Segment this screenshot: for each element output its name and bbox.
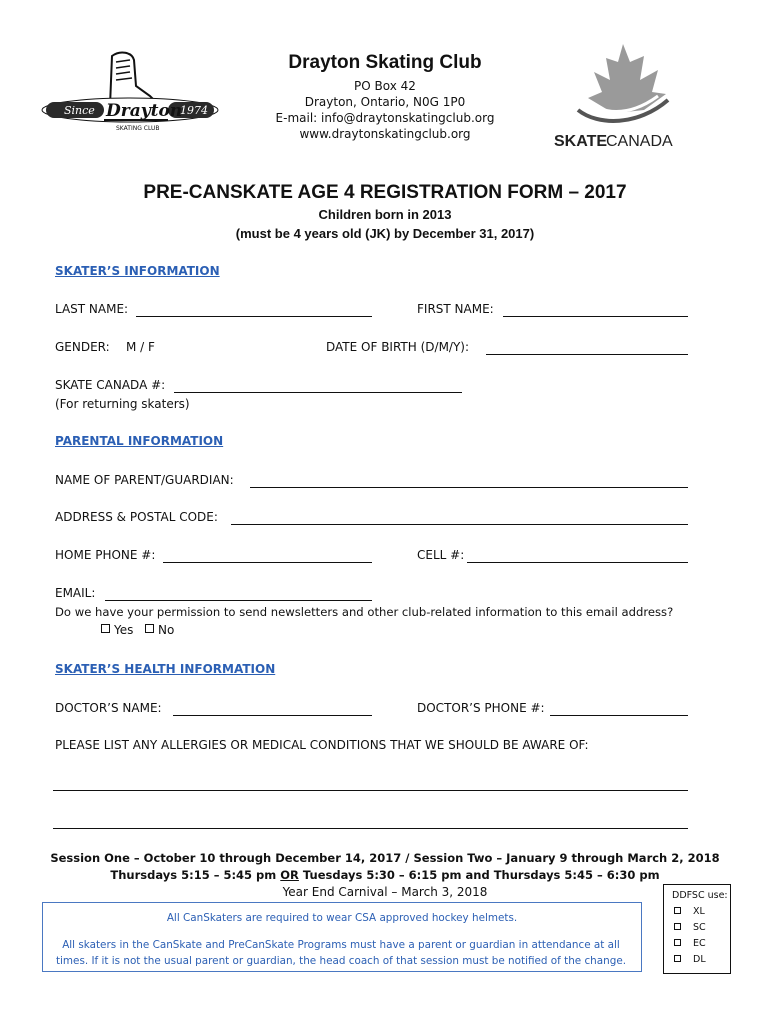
home-phone-label: HOME PHONE #: — [55, 548, 156, 562]
doctor-phone-field[interactable] — [550, 715, 688, 716]
logo-since-text: Since — [64, 104, 95, 117]
form-title: PRE-CANSKATE AGE 4 REGISTRATION FORM – 2017 — [143, 182, 627, 203]
skate-icon — [40, 46, 220, 136]
health-info-heading: SKATER’S HEALTH INFORMATION — [55, 662, 276, 676]
notice-box — [42, 902, 642, 972]
form-subtitle-2: (must be 4 years old (JK) by December 31, 2017) — [235, 226, 535, 241]
dl-checkbox[interactable] — [674, 955, 681, 962]
first-name-field[interactable] — [503, 316, 688, 317]
sc-checkbox[interactable] — [674, 923, 681, 930]
attendance-notice: All skaters in the CanSkate and PreCanSkate Programs must have a parent or guardian in attendance at all times. If it is not the usual parent or guardian, the head coach of that session must be notified of the change. — [55, 939, 627, 967]
drayton-logo — [40, 46, 220, 136]
sessions-dates: Session One – October 10 through December 14, 2017 / Session Two – January 9 through March 2, 2018 — [50, 851, 720, 865]
office-use-ec[interactable] — [674, 938, 706, 949]
sessions-times-a: Thursdays 5:15 – 5:45 pm — [110, 868, 281, 882]
address-label: ADDRESS & POSTAL CODE: — [55, 510, 218, 524]
office-use-title: DDFSC use: — [672, 890, 728, 901]
club-name: Drayton Skating Club — [288, 52, 482, 73]
address-field[interactable] — [231, 524, 688, 525]
logo-year-text: 1974 — [180, 104, 208, 117]
yes-checkbox[interactable] — [101, 624, 110, 633]
sessions-times-or: OR — [280, 868, 299, 882]
address-line1: PO Box 42 — [354, 79, 416, 93]
doctor-name-field[interactable] — [173, 715, 372, 716]
yes-label: Yes — [114, 623, 134, 637]
carnival-date: Year End Carnival – March 3, 2018 — [282, 885, 488, 899]
dob-field[interactable] — [486, 354, 688, 355]
parent-name-label: NAME OF PARENT/GUARDIAN: — [55, 473, 234, 487]
office-use-box — [663, 884, 731, 974]
last-name-label: LAST NAME: — [55, 302, 129, 316]
skater-info-heading: SKATER’S INFORMATION — [55, 264, 220, 278]
sc-label: SC — [693, 922, 706, 933]
skate-canada-logo — [548, 40, 698, 152]
cell-field[interactable] — [467, 562, 688, 563]
form-subtitle-1: Children born in 2013 — [318, 207, 452, 222]
permission-yes[interactable] — [101, 623, 133, 637]
returning-note: (For returning skaters) — [55, 397, 190, 411]
first-name-label: FIRST NAME: — [417, 302, 494, 316]
skate-canada-label: SKATE CANADA #: — [55, 378, 166, 392]
doctor-phone-label: DOCTOR’S PHONE #: — [417, 701, 545, 715]
gender-options[interactable]: M / F — [126, 340, 155, 354]
website-line: www.draytonskatingclub.org — [299, 127, 471, 141]
allergies-label: PLEASE LIST ANY ALLERGIES OR MEDICAL CONDITIONS THAT WE SHOULD BE AWARE OF: — [55, 738, 589, 752]
no-label: No — [158, 623, 175, 637]
email-field[interactable] — [105, 600, 372, 601]
logo-brand-text: Drayton — [106, 101, 183, 121]
email-permission-question: Do we have your permission to send newsletters and other club-related information to this email address? — [55, 605, 674, 619]
sessions-times — [40, 868, 730, 882]
address-line2: Drayton, Ontario, N0G 1P0 — [304, 95, 466, 109]
logo-sub-text: SKATING CLUB — [116, 125, 160, 132]
office-use-dl[interactable] — [674, 954, 706, 965]
last-name-field[interactable] — [136, 316, 372, 317]
xl-label: XL — [693, 906, 705, 917]
maple-leaf-icon — [548, 40, 698, 152]
skate-canada-field[interactable] — [174, 392, 462, 393]
allergies-field-line-2[interactable] — [53, 828, 688, 829]
dob-label: DATE OF BIRTH (D/M/Y): — [326, 340, 470, 354]
doctor-name-label: DOCTOR’S NAME: — [55, 701, 162, 715]
office-use-sc[interactable] — [674, 922, 706, 933]
allergies-field-line-1[interactable] — [53, 790, 688, 791]
email-line: E-mail: info@draytonskatingclub.org — [275, 111, 495, 125]
club-header — [230, 52, 540, 142]
parent-name-field[interactable] — [250, 487, 688, 488]
home-phone-field[interactable] — [163, 562, 372, 563]
office-use-xl[interactable] — [674, 906, 705, 917]
sessions-times-b: Tuesdays 5:30 – 6:15 pm and Thursdays 5:45 – 6:30 pm — [298, 868, 660, 882]
helmet-notice: All CanSkaters are required to wear CSA approved hockey helmets. — [166, 912, 518, 924]
ec-label: EC — [693, 938, 706, 949]
cell-label: CELL #: — [417, 548, 465, 562]
canada-word: CANADA — [606, 133, 673, 150]
no-checkbox[interactable] — [145, 624, 154, 633]
ec-checkbox[interactable] — [674, 939, 681, 946]
gender-label: GENDER: — [55, 340, 110, 354]
permission-no[interactable] — [145, 623, 174, 637]
parental-info-heading: PARENTAL INFORMATION — [55, 434, 224, 448]
dl-label: DL — [693, 954, 706, 965]
xl-checkbox[interactable] — [674, 907, 681, 914]
email-label: EMAIL: — [55, 586, 96, 600]
skate-word: SKATE — [554, 133, 608, 150]
